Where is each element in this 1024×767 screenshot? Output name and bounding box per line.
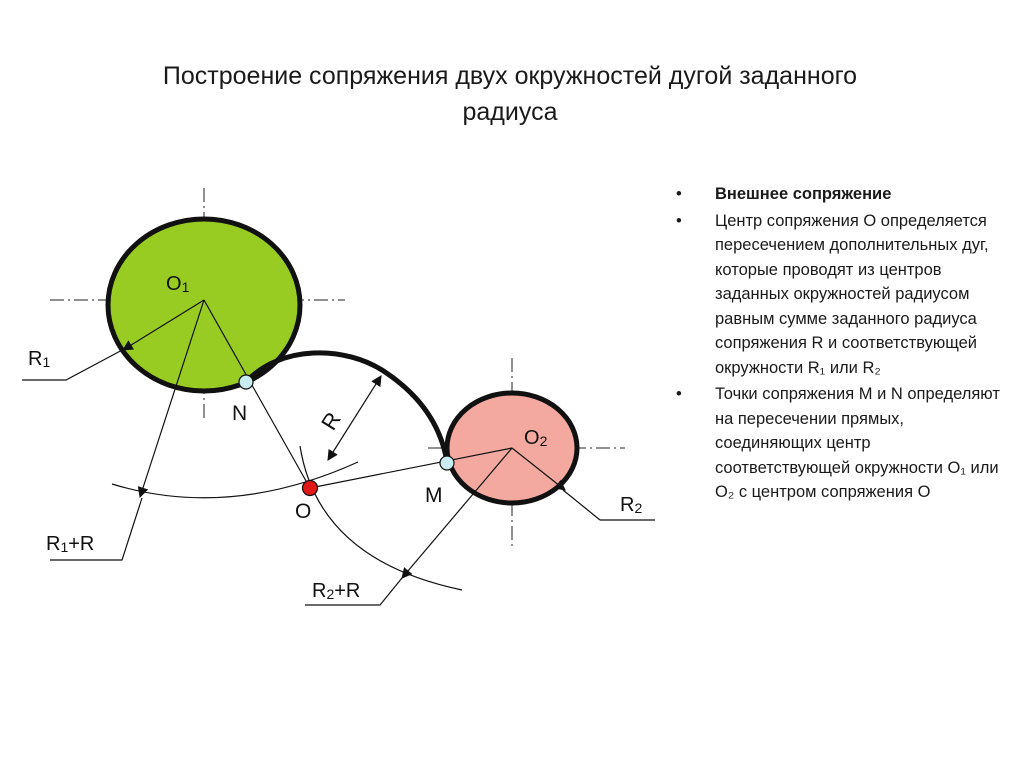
auxiliary-arc-r2r	[300, 446, 462, 590]
label-r1-plus-r: R1+R	[46, 533, 95, 555]
label-o2: O2	[524, 427, 548, 449]
bullet-item	[676, 209, 1006, 381]
bullet-text: Центр сопряжения О определяется пересечением дополнительных дуг, которые проводят из центров заданных окружностей радиусом равным сумме заданного радиуса сопряжения R и соответствующей окружности R₁ или R₂	[715, 211, 989, 377]
explanation-list	[676, 182, 1006, 507]
label-m: M	[425, 484, 443, 507]
tangent-point-m	[440, 456, 454, 470]
label-o1: O1	[166, 273, 190, 295]
bullet-text: Внешнее сопряжение	[715, 185, 892, 203]
bullet-item	[676, 382, 1006, 505]
bullet-text: Точки сопряжения M и N определяют на пересечении прямых, соединяющих центр соответствующей окружности О₁ или О₂ с центром сопряжения О	[715, 385, 1000, 501]
label-n: N	[232, 402, 248, 425]
bullet-marker: •	[676, 185, 682, 203]
title-line-1: Построение сопряжения двух окружностей дугой заданного	[162, 62, 858, 90]
label-r2: R2	[620, 494, 643, 516]
bullet-marker: •	[676, 211, 682, 230]
label-r: R	[316, 407, 346, 435]
label-o: O	[295, 500, 312, 523]
label-r1: R1	[28, 348, 51, 370]
label-r2-plus-r: R2+R	[312, 580, 361, 602]
conjugation-arc	[246, 353, 447, 462]
auxiliary-arc-r1r	[112, 462, 358, 498]
title-line-2: радиуса	[462, 98, 558, 126]
bullet-marker: •	[676, 385, 682, 403]
conjugation-center-o	[303, 481, 318, 496]
tangent-point-n	[239, 375, 253, 389]
bullet-item	[676, 182, 1006, 207]
